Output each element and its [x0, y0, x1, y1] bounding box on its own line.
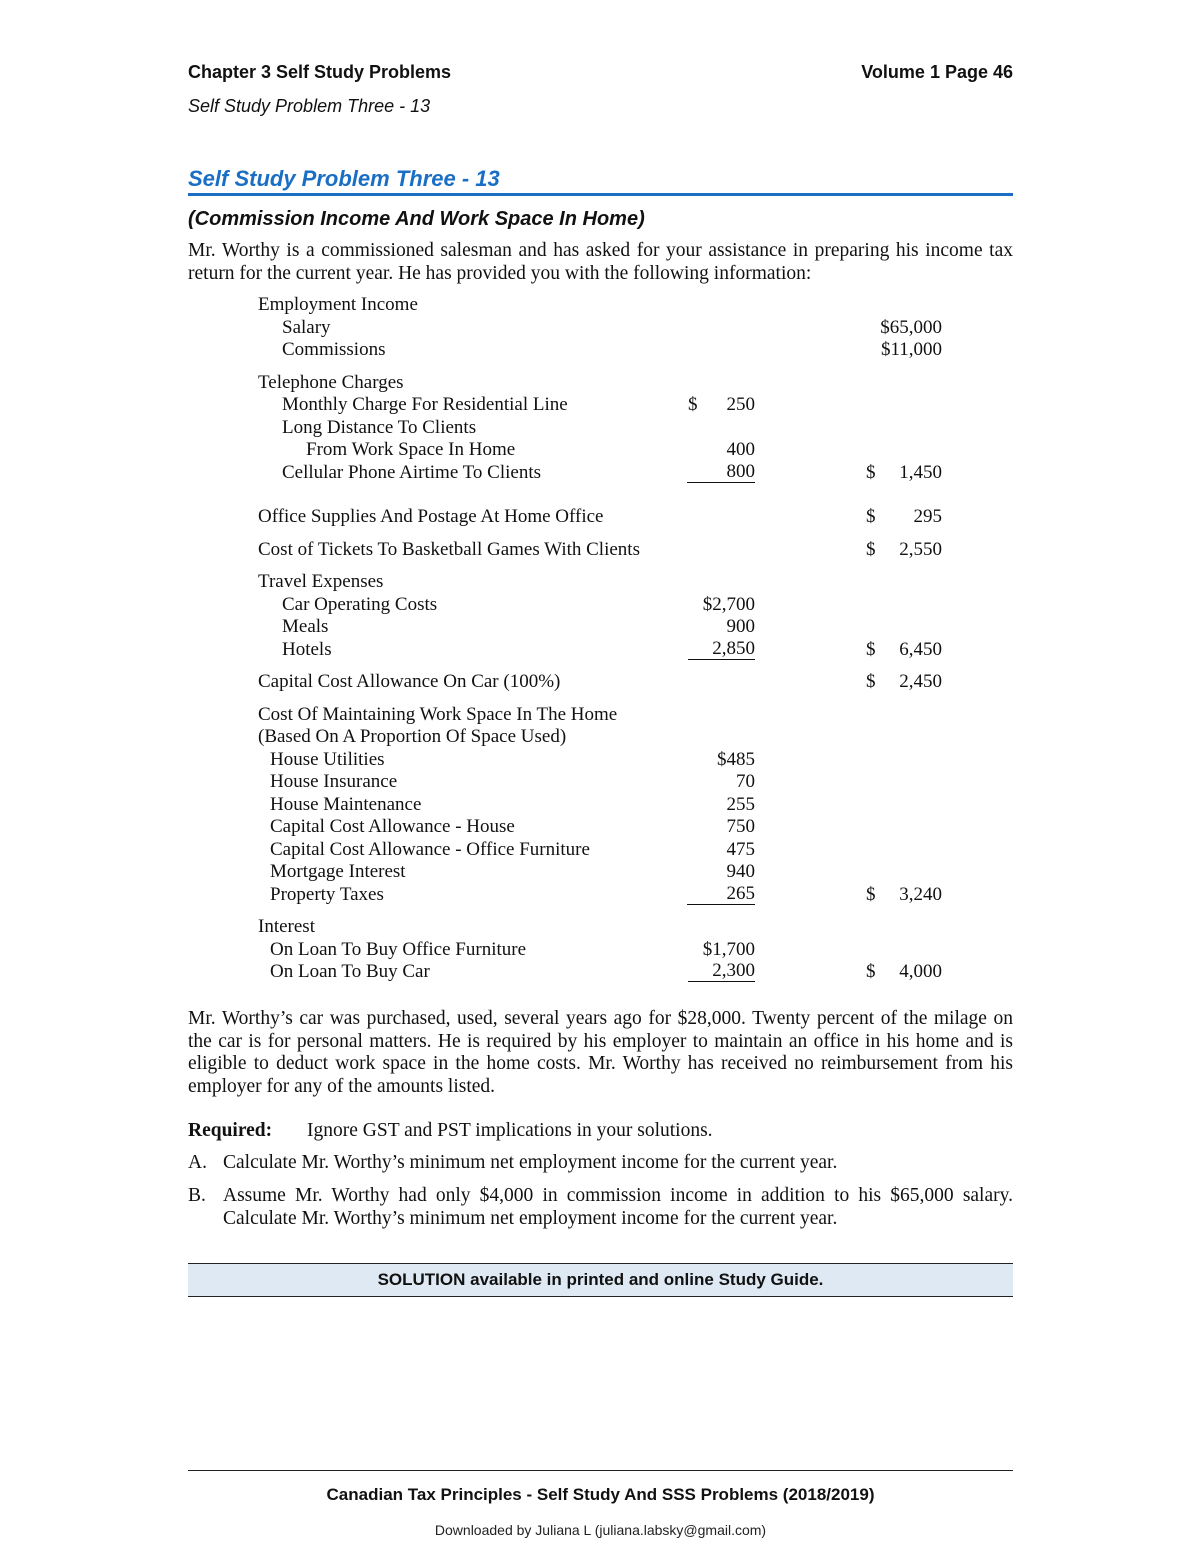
- employment-income-label: Employment Income: [258, 294, 418, 315]
- cellular-label: Cellular Phone Airtime To Clients: [282, 461, 542, 483]
- question-b-letter: B.: [188, 1185, 206, 1206]
- mortgage-amount: 940: [726, 861, 755, 882]
- section-subheading: Self Study Problem Three - 13: [188, 96, 431, 116]
- question-a-text: Calculate Mr. Worthy’s minimum net employment income for the current year.: [223, 1152, 838, 1173]
- footer-book-title: Canadian Tax Principles - Self Study And SSS Problems (2018/2019): [326, 1485, 875, 1504]
- work-space-label: Cost Of Maintaining Work Space In The Home: [258, 703, 618, 725]
- schedule-row: [258, 671, 958, 694]
- telephone-total: 1,450: [899, 461, 942, 483]
- schedule-row: [258, 317, 958, 340]
- meals-label: Meals: [282, 616, 329, 637]
- cca-furniture-amount: 475: [726, 838, 755, 860]
- utilities-amount: $485: [717, 748, 755, 770]
- schedule-row: [258, 839, 958, 862]
- furniture-loan-label: On Loan To Buy Office Furniture: [270, 938, 527, 960]
- question-a: [188, 1152, 1013, 1175]
- schedule-row: [258, 816, 958, 839]
- furniture-loan-amount: $1,700: [702, 938, 755, 960]
- schedule-row: [258, 639, 958, 662]
- schedule-row: [258, 961, 958, 984]
- problem-subtitle: (Commission Income And Work Space In Home): [188, 208, 645, 230]
- schedule-row: [258, 571, 958, 594]
- schedule-row: [258, 506, 958, 529]
- schedule-row: [258, 294, 958, 317]
- closing-paragraph: Mr. Worthy’s car was purchased, used, several years ago for $28,000. Twenty percent of the milage on the car is for personal matters. He is required by his employer to maintain an office in his home and is eligible to deduct work space in the home costs. Mr. Worthy has received no reimbursement from his employer for any of the amounts listed.: [188, 1008, 1013, 1097]
- maintenance-label: House Maintenance: [270, 793, 422, 815]
- insurance-label: House Insurance: [270, 771, 398, 792]
- utilities-label: House Utilities: [270, 748, 385, 770]
- mortgage-label: Mortgage Interest: [270, 861, 406, 882]
- question-b-text: Assume Mr. Worthy had only $4,000 in commission income in addition to his $65,000 salary. Calculate Mr. Worthy’s minimum net employment income for the current year.: [223, 1185, 1013, 1229]
- required-line: [188, 1120, 713, 1142]
- tickets-total: 2,550: [899, 538, 942, 560]
- salary-amount: $65,000: [880, 316, 942, 338]
- tickets-dollar: $: [866, 538, 876, 560]
- expense-schedule: [258, 294, 958, 984]
- travel-label: Travel Expenses: [258, 571, 384, 592]
- work-space-basis-label: (Based On A Proportion Of Space Used): [258, 726, 567, 747]
- telephone-label: Telephone Charges: [258, 371, 404, 393]
- commissions-amount: $11,000: [880, 339, 942, 360]
- problem-title: Self Study Problem Three - 13: [188, 166, 500, 191]
- commissions-label: Commissions: [282, 339, 386, 360]
- car-loan-label: On Loan To Buy Car: [270, 961, 430, 982]
- property-tax-label: Property Taxes: [270, 883, 384, 905]
- car-loan-amount: 2,300: [688, 961, 755, 982]
- schedule-row: [258, 916, 958, 939]
- schedule-row: [258, 594, 958, 617]
- telephone-total-dollar: $: [866, 461, 876, 483]
- office-supplies-label: Office Supplies And Postage At Home Office: [258, 506, 604, 527]
- page-number: Volume 1 Page 46: [861, 62, 1013, 82]
- schedule-row: [258, 439, 958, 462]
- intro-paragraph: Mr. Worthy is a commissioned salesman and has asked for your assistance in preparing his income tax return for the current year. He has provided you with the following information:: [188, 240, 1013, 284]
- office-supplies-total: 295: [913, 506, 942, 527]
- schedule-row: [258, 539, 958, 562]
- monthly-charge-amount: 250: [726, 394, 755, 415]
- cca-car-total: 2,450: [899, 671, 942, 692]
- schedule-row: [258, 726, 958, 749]
- property-tax-amount: 265: [687, 884, 756, 905]
- cca-car-label: Capital Cost Allowance On Car (100%): [258, 671, 561, 692]
- hotels-label: Hotels: [282, 638, 332, 660]
- travel-total-dollar: $: [866, 638, 876, 660]
- cca-house-amount: 750: [726, 816, 755, 837]
- work-space-total-dollar: $: [866, 883, 876, 905]
- car-operating-amount: $2,700: [702, 593, 755, 615]
- from-work-space-amount: 400: [726, 439, 755, 460]
- meals-amount: 900: [726, 616, 755, 637]
- schedule-row: [258, 462, 958, 485]
- insurance-amount: 70: [736, 771, 755, 792]
- download-notice: Downloaded by Juliana L (juliana.labsky@gmail.com): [434, 1522, 767, 1538]
- question-b: [188, 1185, 1013, 1230]
- required-text: Ignore GST and PST implications in your solutions.: [307, 1120, 713, 1141]
- schedule-row: [258, 794, 958, 817]
- cellular-amount: 800: [687, 462, 756, 483]
- required-label: Required:: [188, 1120, 273, 1141]
- footer-divider: [188, 1470, 1013, 1471]
- tickets-label: Cost of Tickets To Basketball Games With Clients: [258, 538, 640, 560]
- car-operating-label: Car Operating Costs: [282, 593, 438, 615]
- interest-label: Interest: [258, 916, 315, 937]
- interest-total-dollar: $: [866, 961, 876, 982]
- cca-car-dollar: $: [866, 671, 876, 692]
- hotels-amount: 2,850: [688, 639, 755, 660]
- work-space-total: 3,240: [899, 883, 942, 905]
- schedule-row: [258, 372, 958, 395]
- solution-note: SOLUTION available in printed and online Study Guide.: [377, 1270, 824, 1289]
- schedule-row: [258, 616, 958, 639]
- cca-furniture-label: Capital Cost Allowance - Office Furniture: [270, 838, 590, 860]
- office-supplies-dollar: $: [866, 506, 876, 527]
- monthly-charge-dollar: $: [688, 394, 698, 415]
- long-distance-label: Long Distance To Clients: [282, 416, 477, 438]
- chapter-header: Chapter 3 Self Study Problems: [188, 62, 452, 82]
- solution-banner: [188, 1263, 1013, 1297]
- schedule-row: [258, 884, 958, 907]
- question-a-letter: A.: [188, 1152, 207, 1173]
- schedule-row: [258, 749, 958, 772]
- schedule-row: [258, 939, 958, 962]
- travel-total: 6,450: [899, 638, 942, 660]
- monthly-charge-label: Monthly Charge For Residential Line: [282, 394, 568, 415]
- schedule-row: [258, 861, 958, 884]
- schedule-row: [258, 771, 958, 794]
- salary-label: Salary: [282, 316, 331, 338]
- schedule-row: [258, 417, 958, 440]
- interest-total: 4,000: [899, 961, 942, 982]
- maintenance-amount: 255: [726, 793, 755, 815]
- schedule-row: [258, 394, 958, 417]
- schedule-row: [258, 339, 958, 362]
- title-divider: [188, 193, 1013, 196]
- from-work-space-label: From Work Space In Home: [306, 439, 516, 460]
- schedule-row: [258, 704, 958, 727]
- cca-house-label: Capital Cost Allowance - House: [270, 816, 515, 837]
